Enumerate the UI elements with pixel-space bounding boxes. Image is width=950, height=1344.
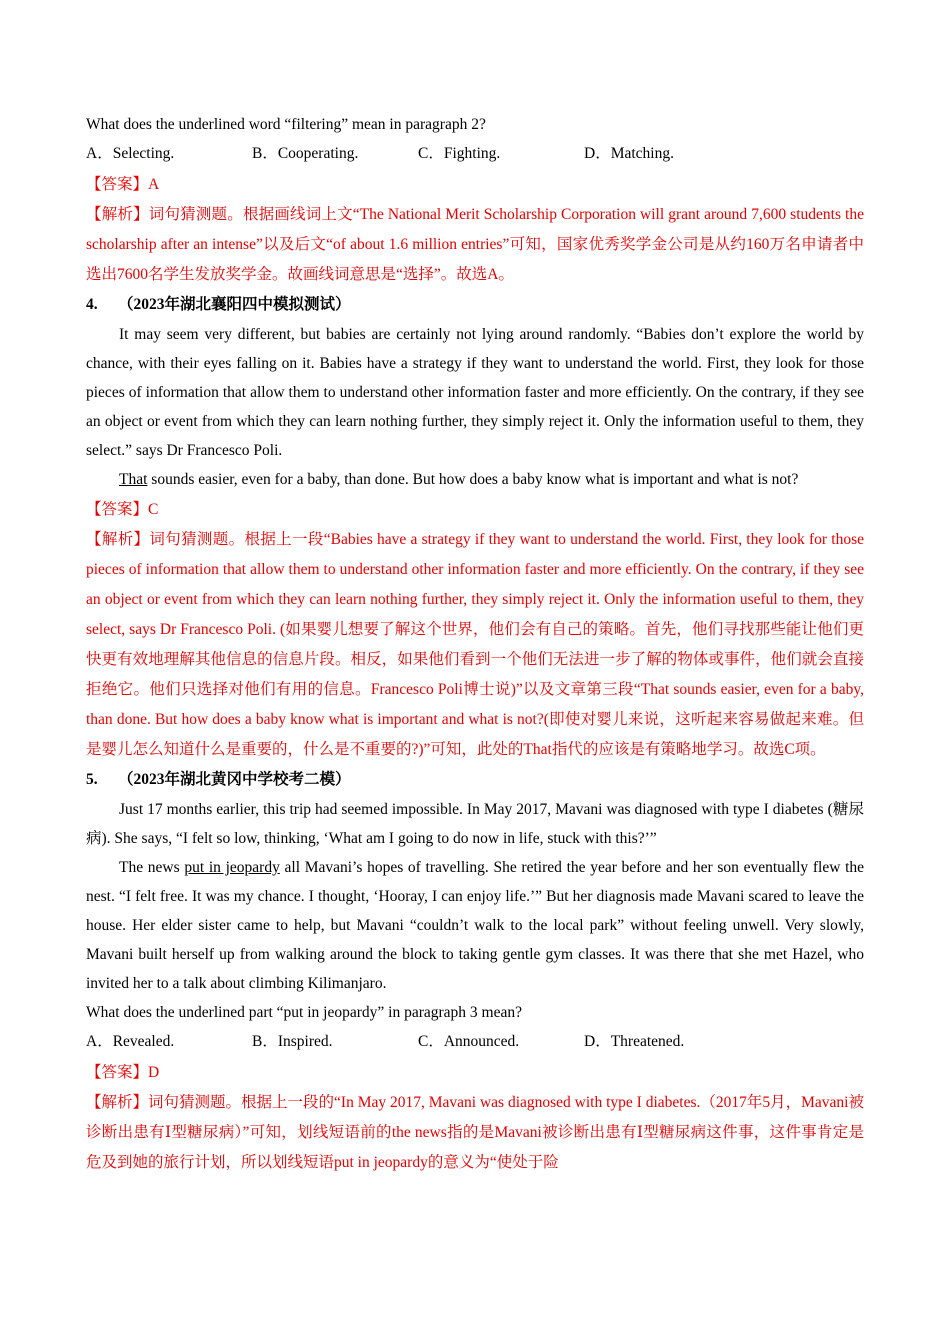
q3-options: [86, 139, 864, 169]
q5-option-b: B．Inspired.: [252, 1033, 333, 1050]
q3-option-d: D．Matching.: [584, 145, 674, 162]
q4-heading: [86, 290, 864, 320]
q4-analysis: 【解析】词句猜测题。根据上一段“Babies have a strategy if they want to understand the world. First, they look for those pieces of information that allow them to understand other information faster and more efficiently. On the contrary, if they see an object or event from which they can learn nothing further, they simply reject it. Only the information useful to them, they select, says Dr Francesco Poli. (如果婴儿想要了解这个世界，他们会有自己的策略。首先，他们寻找那些能让他们更快更有效地理解其他信息的信息片段。相反，如果他们看到一个他们无法进一步了解的物体或事件，他们就会直接拒绝它。他们只选择对他们有用的信息。Francesco Poli博士说)”以及文章第三段“That sounds easier, even for a baby, than done. But how does a baby know what is important and what is not?(即使对婴儿来说，这听起来容易做起来难。但是婴儿怎么知道什么是重要的，什么是不重要的?)”可知，此处的That指代的应该是有策略地学习。故选C项。: [86, 531, 864, 758]
q4-paragraph-2-text: sounds easier, even for a baby, than done. But how does a baby know what is important and what is not?: [147, 471, 799, 488]
q3-option-b: B．Cooperating.: [252, 145, 359, 162]
q3-question: What does the underlined word “filtering” mean in paragraph 2?: [86, 116, 486, 133]
q5-answer: 【答案】D: [86, 1064, 160, 1081]
q5-option-d: D．Threatened.: [584, 1033, 685, 1050]
q3-answer: 【答案】A: [86, 176, 160, 193]
q5-paragraph-2-text: all Mavani’s hopes of travelling. She retired the year before and her son eventually flew the nest. “I felt free. It was my chance. I thought, ‘Hooray, I can enjoy life.’” But her diagnosis made Mavani scared to leave the house. Her elder sister came to help, but Mavani “couldn’t walk to the local park” without feeling unwell. Very slowly, Mavani built herself up from walking around the block to taking gentle gym classes. It was there that she met Hazel, who invited her to a talk about climbing Kilimanjaro.: [86, 859, 865, 992]
q5-passage-paragraph-2: [86, 853, 864, 998]
q5-heading: [86, 765, 864, 795]
q5-source: （2023年湖北黄冈中学校考二模）: [118, 771, 351, 788]
q3-option-c: C．Fighting.: [418, 145, 501, 162]
q5-options: [86, 1027, 864, 1057]
q4-answer: 【答案】C: [86, 501, 159, 518]
q5-option-c: C．Announced.: [418, 1033, 520, 1050]
q4-underlined-word: That: [119, 471, 148, 488]
q5-question: What does the underlined part “put in jeopardy” in paragraph 3 mean?: [86, 1004, 522, 1021]
q5-number: 5.: [86, 771, 98, 788]
document-page: [86, 110, 864, 1178]
q5-option-a: A．Revealed.: [86, 1033, 175, 1050]
q3-option-a: A．Selecting.: [86, 145, 175, 162]
q5-analysis: 【解析】词句猜测题。根据上一段的“In May 2017, Mavani was diagnosed with type I diabetes.（2017年5月，Mavani被诊断出患有Ⅰ型糖尿病）”可知，划线短语前的the news指的是Mavani被诊断出患有Ⅰ型糖尿病这件事，这件事肯定是危及到她的旅行计划，所以划线短语put in jeopardy的意义为“使处于险: [86, 1094, 864, 1171]
q5-underlined-phrase: put in jeopardy: [184, 859, 280, 876]
q4-number: 4.: [86, 296, 98, 313]
q3-analysis: 【解析】词句猜测题。根据画线词上文“The National Merit Scholarship Corporation will grant around 7,600 students the scholarship after an intense”以及后文“of about 1.6 million entries”可知，国家优秀奖学金公司是从约160万名申请者中选出7600名学生发放奖学金。故画线词意思是“选择”。故选A。: [86, 206, 864, 283]
q5-passage-paragraph-1: Just 17 months earlier, this trip had seemed impossible. In May 2017, Mavani was diagnosed with type I diabetes (糖尿病). She says, “I felt so low, thinking, ‘What am I going to do now in life, stuck with this?’”: [86, 801, 864, 847]
q4-passage-paragraph-1: It may seem very different, but babies are certainly not lying around randomly. “Babies don’t explore the world by chance, with their eyes falling on it. Babies have a strategy if they want to understand the world. First, they look for those pieces of information that allow them to understand other information faster and more efficiently. On the contrary, if they see an object or event from which they can learn nothing further, they simply reject it. Only the information useful to them, they select.” says Dr Francesco Poli.: [86, 326, 864, 459]
q4-source: （2023年湖北襄阳四中模拟测试）: [118, 296, 351, 313]
q4-passage-paragraph-2: [86, 465, 864, 494]
q5-paragraph-2-lead: The news: [119, 859, 185, 876]
